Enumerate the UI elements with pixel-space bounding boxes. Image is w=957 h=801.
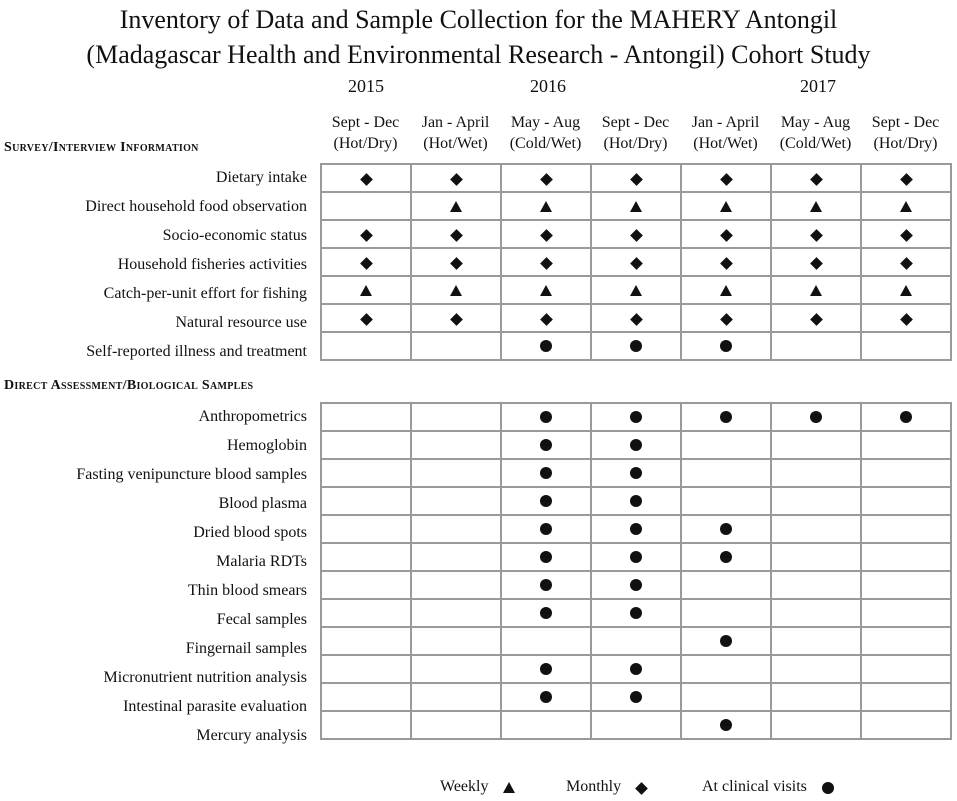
grid-cell	[321, 655, 411, 683]
diamond-icon	[630, 173, 643, 186]
season-type: (Hot/Dry)	[603, 135, 668, 152]
season-period: Jan - April	[421, 114, 490, 131]
grid-cell	[771, 627, 861, 655]
grid-cell	[681, 655, 771, 683]
diamond-icon	[810, 257, 823, 270]
diamond-icon	[450, 257, 463, 270]
diamond-icon	[720, 173, 733, 186]
grid-cell	[681, 571, 771, 599]
diamond-icon	[630, 313, 643, 326]
grid-cell	[501, 164, 591, 192]
grid-cell	[411, 683, 501, 711]
circle-icon	[540, 523, 552, 535]
table-row	[321, 655, 951, 683]
diamond-icon	[630, 229, 643, 242]
circle-icon	[630, 439, 642, 451]
diamond-icon	[540, 257, 553, 270]
grid-cell	[591, 571, 681, 599]
grid-cell	[501, 459, 591, 487]
season-period: Sept - Dec	[331, 114, 400, 131]
grid-cell	[861, 164, 951, 192]
season-header	[410, 112, 501, 154]
grid-cell	[681, 403, 771, 431]
table-row	[321, 683, 951, 711]
season-header	[500, 112, 591, 154]
grid-cell	[501, 192, 591, 220]
table-row	[321, 571, 951, 599]
grid-cell	[861, 487, 951, 515]
circle-icon	[540, 607, 552, 619]
grid-cell	[591, 487, 681, 515]
table-row	[321, 192, 951, 220]
grid-cell	[411, 543, 501, 571]
grid-cell	[771, 599, 861, 627]
season-period: May - Aug	[780, 114, 851, 131]
grid-cell	[591, 683, 681, 711]
diamond-icon	[810, 173, 823, 186]
diamond-icon	[810, 313, 823, 326]
diamond-icon	[360, 313, 373, 326]
grid-cell	[501, 543, 591, 571]
triangle-icon	[450, 201, 462, 212]
circle-icon	[540, 551, 552, 563]
row-label: Socio-economic status	[162, 227, 307, 244]
grid-cell	[321, 711, 411, 739]
triangle-icon	[540, 285, 552, 296]
row-label: Self-reported illness and treatment	[86, 343, 307, 360]
row-label: Hemoglobin	[227, 437, 307, 454]
circle-icon	[630, 495, 642, 507]
grid-cell	[591, 627, 681, 655]
grid-cell	[321, 683, 411, 711]
grid-cell	[861, 599, 951, 627]
grid-cell	[681, 459, 771, 487]
circle-icon	[720, 411, 732, 423]
grid-cell	[591, 711, 681, 739]
triangle-icon	[810, 201, 822, 212]
grid-cell	[591, 459, 681, 487]
grid-cell	[411, 248, 501, 276]
circle-icon	[630, 607, 642, 619]
grid-cell	[861, 304, 951, 332]
grid-cell	[501, 276, 591, 304]
diamond-icon	[810, 229, 823, 242]
row-label: Blood plasma	[218, 495, 307, 512]
diamond-icon	[360, 229, 373, 242]
grid-cell	[591, 431, 681, 459]
row-label: Malaria RDTs	[216, 553, 307, 570]
season-type: (Hot/Wet)	[423, 135, 488, 152]
legend-monthly-label: Monthly	[566, 778, 622, 795]
grid-cell	[321, 164, 411, 192]
row-label: Anthropometrics	[198, 408, 307, 425]
grid-cell	[321, 627, 411, 655]
grid-cell	[411, 220, 501, 248]
diamond-icon	[720, 257, 733, 270]
row-label: Household fisheries activities	[117, 256, 307, 273]
grid-cell	[861, 683, 951, 711]
year-2017: 2017	[800, 76, 836, 96]
grid-cell	[681, 515, 771, 543]
triangle-icon	[720, 201, 732, 212]
grid-cell	[411, 515, 501, 543]
grid-cell	[411, 487, 501, 515]
circle-icon	[720, 635, 732, 647]
season-period: Sept - Dec	[871, 114, 940, 131]
grid-cell	[591, 304, 681, 332]
diamond-icon	[540, 173, 553, 186]
grid-cell	[771, 431, 861, 459]
table-row	[321, 220, 951, 248]
season-header	[590, 112, 681, 154]
grid-cell	[591, 403, 681, 431]
circle-icon	[822, 782, 834, 794]
diamond-icon	[720, 313, 733, 326]
season-type: (Hot/Dry)	[873, 135, 938, 152]
triangle-icon	[900, 201, 912, 212]
season-type: (Cold/Wet)	[509, 135, 582, 152]
grid-cell	[681, 543, 771, 571]
circle-icon	[630, 467, 642, 479]
grid-cell	[771, 543, 861, 571]
grid-cell	[411, 599, 501, 627]
grid-cell	[861, 515, 951, 543]
grid-cell	[501, 711, 591, 739]
grid-cell	[681, 683, 771, 711]
grid-cell	[771, 220, 861, 248]
grid-cell	[501, 403, 591, 431]
grid-cell	[591, 543, 681, 571]
grid-cell	[861, 711, 951, 739]
table-row	[321, 711, 951, 739]
grid-cell	[771, 515, 861, 543]
table-row	[321, 431, 951, 459]
circle-icon	[540, 411, 552, 423]
grid-cell	[681, 332, 771, 360]
grid-cell	[501, 248, 591, 276]
circle-icon	[720, 340, 732, 352]
grid-cell	[501, 304, 591, 332]
row-label: Mercury analysis	[196, 727, 307, 744]
grid-cell	[681, 164, 771, 192]
section-heading: Direct Assessment/Biological Samples	[4, 378, 254, 393]
grid-cell	[321, 192, 411, 220]
triangle-icon	[540, 201, 552, 212]
row-label: Fasting venipuncture blood samples	[76, 466, 307, 483]
grid-cell	[591, 515, 681, 543]
grid-cell	[591, 655, 681, 683]
circle-icon	[720, 523, 732, 535]
row-label: Direct household food observation	[85, 198, 307, 215]
season-header	[320, 112, 411, 154]
grid-cell	[321, 431, 411, 459]
grid-cell	[861, 403, 951, 431]
grid-cell	[681, 248, 771, 276]
grid-cell	[411, 164, 501, 192]
year-2016: 2016	[530, 76, 566, 96]
grid-cell	[861, 332, 951, 360]
grid-cell	[321, 276, 411, 304]
grid-cell	[591, 192, 681, 220]
grid-cell	[591, 599, 681, 627]
grid-cell	[321, 332, 411, 360]
circle-icon	[630, 551, 642, 563]
triangle-icon	[450, 285, 462, 296]
grid-cell	[861, 192, 951, 220]
season-period: Jan - April	[691, 114, 760, 131]
grid-cell	[321, 487, 411, 515]
grid-cell	[771, 403, 861, 431]
grid-cell	[411, 192, 501, 220]
grid-cell	[681, 192, 771, 220]
table-row	[321, 332, 951, 360]
year-2015: 2015	[348, 76, 384, 96]
diamond-icon	[450, 229, 463, 242]
row-label: Dried blood spots	[193, 524, 307, 541]
season-header	[680, 112, 771, 154]
diamond-icon	[630, 257, 643, 270]
circle-icon	[630, 663, 642, 675]
season-header	[770, 112, 861, 154]
circle-icon	[630, 691, 642, 703]
circle-icon	[540, 340, 552, 352]
circle-icon	[540, 579, 552, 591]
grid-cell	[681, 431, 771, 459]
table-row	[321, 164, 951, 192]
table-row	[321, 543, 951, 571]
grid-cell	[771, 487, 861, 515]
diamond-icon	[540, 313, 553, 326]
diamond-icon	[635, 782, 648, 795]
grid-cell	[771, 571, 861, 599]
triangle-icon	[720, 285, 732, 296]
table-row	[321, 248, 951, 276]
triangle-icon	[810, 285, 822, 296]
grid-cell	[501, 487, 591, 515]
grid-cell	[411, 459, 501, 487]
grid-cell	[501, 571, 591, 599]
table-row	[321, 515, 951, 543]
circle-icon	[720, 551, 732, 563]
section-grid	[320, 163, 952, 361]
grid-cell	[861, 655, 951, 683]
season-type: (Hot/Wet)	[693, 135, 758, 152]
table-row	[321, 403, 951, 431]
diamond-icon	[450, 313, 463, 326]
grid-cell	[321, 220, 411, 248]
diamond-icon	[900, 173, 913, 186]
grid-cell	[771, 332, 861, 360]
table-row	[321, 599, 951, 627]
grid-cell	[681, 304, 771, 332]
grid-cell	[771, 192, 861, 220]
grid-cell	[321, 248, 411, 276]
triangle-icon	[630, 201, 642, 212]
grid-cell	[411, 332, 501, 360]
title-line-2: (Madagascar Health and Environmental Research - Antongil) Cohort Study	[86, 40, 871, 69]
grid-cell	[411, 627, 501, 655]
season-type: (Hot/Dry)	[333, 135, 398, 152]
grid-cell	[321, 543, 411, 571]
grid-cell	[591, 220, 681, 248]
grid-cell	[501, 220, 591, 248]
circle-icon	[540, 663, 552, 675]
table-row	[321, 459, 951, 487]
grid-cell	[771, 655, 861, 683]
grid-cell	[861, 627, 951, 655]
legend-clinical-label: At clinical visits	[702, 778, 807, 795]
triangle-icon	[503, 782, 515, 793]
circle-icon	[720, 719, 732, 731]
section-grid	[320, 402, 952, 740]
grid-cell	[501, 627, 591, 655]
table-row	[321, 276, 951, 304]
circle-icon	[810, 411, 822, 423]
diamond-icon	[540, 229, 553, 242]
circle-icon	[630, 340, 642, 352]
grid-cell	[771, 164, 861, 192]
triangle-icon	[900, 285, 912, 296]
grid-cell	[411, 304, 501, 332]
grid-cell	[501, 431, 591, 459]
diamond-icon	[900, 229, 913, 242]
table-row	[321, 627, 951, 655]
title-line-1: Inventory of Data and Sample Collection for the MAHERY Antongil	[119, 5, 838, 34]
circle-icon	[540, 439, 552, 451]
chart-title	[0, 2, 957, 72]
row-label: Fecal samples	[216, 611, 307, 628]
grid-cell	[411, 431, 501, 459]
grid-cell	[411, 655, 501, 683]
row-label: Natural resource use	[175, 314, 307, 331]
season-type: (Cold/Wet)	[779, 135, 852, 152]
circle-icon	[630, 523, 642, 535]
grid-cell	[411, 403, 501, 431]
grid-cell	[771, 711, 861, 739]
grid-cell	[771, 248, 861, 276]
grid-cell	[771, 683, 861, 711]
circle-icon	[630, 411, 642, 423]
grid-cell	[861, 543, 951, 571]
row-label: Micronutrient nutrition analysis	[103, 669, 307, 686]
diamond-icon	[360, 257, 373, 270]
grid-cell	[771, 459, 861, 487]
grid-cell	[321, 403, 411, 431]
legend-weekly-label: Weekly	[440, 778, 489, 795]
grid-cell	[321, 599, 411, 627]
grid-cell	[321, 459, 411, 487]
row-label: Thin blood smears	[187, 582, 307, 599]
grid-cell	[861, 248, 951, 276]
grid-cell	[861, 459, 951, 487]
diamond-icon	[720, 229, 733, 242]
grid-cell	[681, 220, 771, 248]
circle-icon	[540, 495, 552, 507]
circle-icon	[540, 691, 552, 703]
grid-cell	[861, 220, 951, 248]
grid-cell	[861, 431, 951, 459]
grid-cell	[411, 276, 501, 304]
grid-cell	[681, 627, 771, 655]
row-label: Intestinal parasite evaluation	[123, 698, 307, 715]
grid-cell	[591, 248, 681, 276]
diamond-icon	[900, 257, 913, 270]
grid-cell	[591, 332, 681, 360]
grid-cell	[681, 487, 771, 515]
table-row	[321, 304, 951, 332]
grid-cell	[501, 655, 591, 683]
grid-cell	[321, 304, 411, 332]
grid-cell	[771, 276, 861, 304]
triangle-icon	[360, 285, 372, 296]
circle-icon	[900, 411, 912, 423]
grid-cell	[411, 711, 501, 739]
grid-cell	[501, 683, 591, 711]
season-period: May - Aug	[510, 114, 581, 131]
circle-icon	[540, 467, 552, 479]
season-header	[860, 112, 951, 154]
grid-cell	[861, 276, 951, 304]
row-label: Catch-per-unit effort for fishing	[103, 285, 307, 302]
grid-cell	[681, 599, 771, 627]
diamond-icon	[360, 173, 373, 186]
grid-cell	[501, 599, 591, 627]
grid-cell	[681, 276, 771, 304]
grid-cell	[591, 164, 681, 192]
grid-cell	[411, 571, 501, 599]
section-heading: Survey/Interview Information	[4, 140, 199, 155]
grid-cell	[321, 571, 411, 599]
grid-cell	[321, 515, 411, 543]
grid-cell	[501, 515, 591, 543]
table-row	[321, 487, 951, 515]
grid-cell	[681, 711, 771, 739]
grid-cell	[861, 571, 951, 599]
diamond-icon	[900, 313, 913, 326]
diamond-icon	[450, 173, 463, 186]
grid-cell	[501, 332, 591, 360]
triangle-icon	[630, 285, 642, 296]
row-label: Fingernail samples	[185, 640, 307, 657]
circle-icon	[630, 579, 642, 591]
season-period: Sept - Dec	[601, 114, 670, 131]
row-label: Dietary intake	[215, 169, 307, 186]
grid-cell	[591, 276, 681, 304]
grid-cell	[771, 304, 861, 332]
